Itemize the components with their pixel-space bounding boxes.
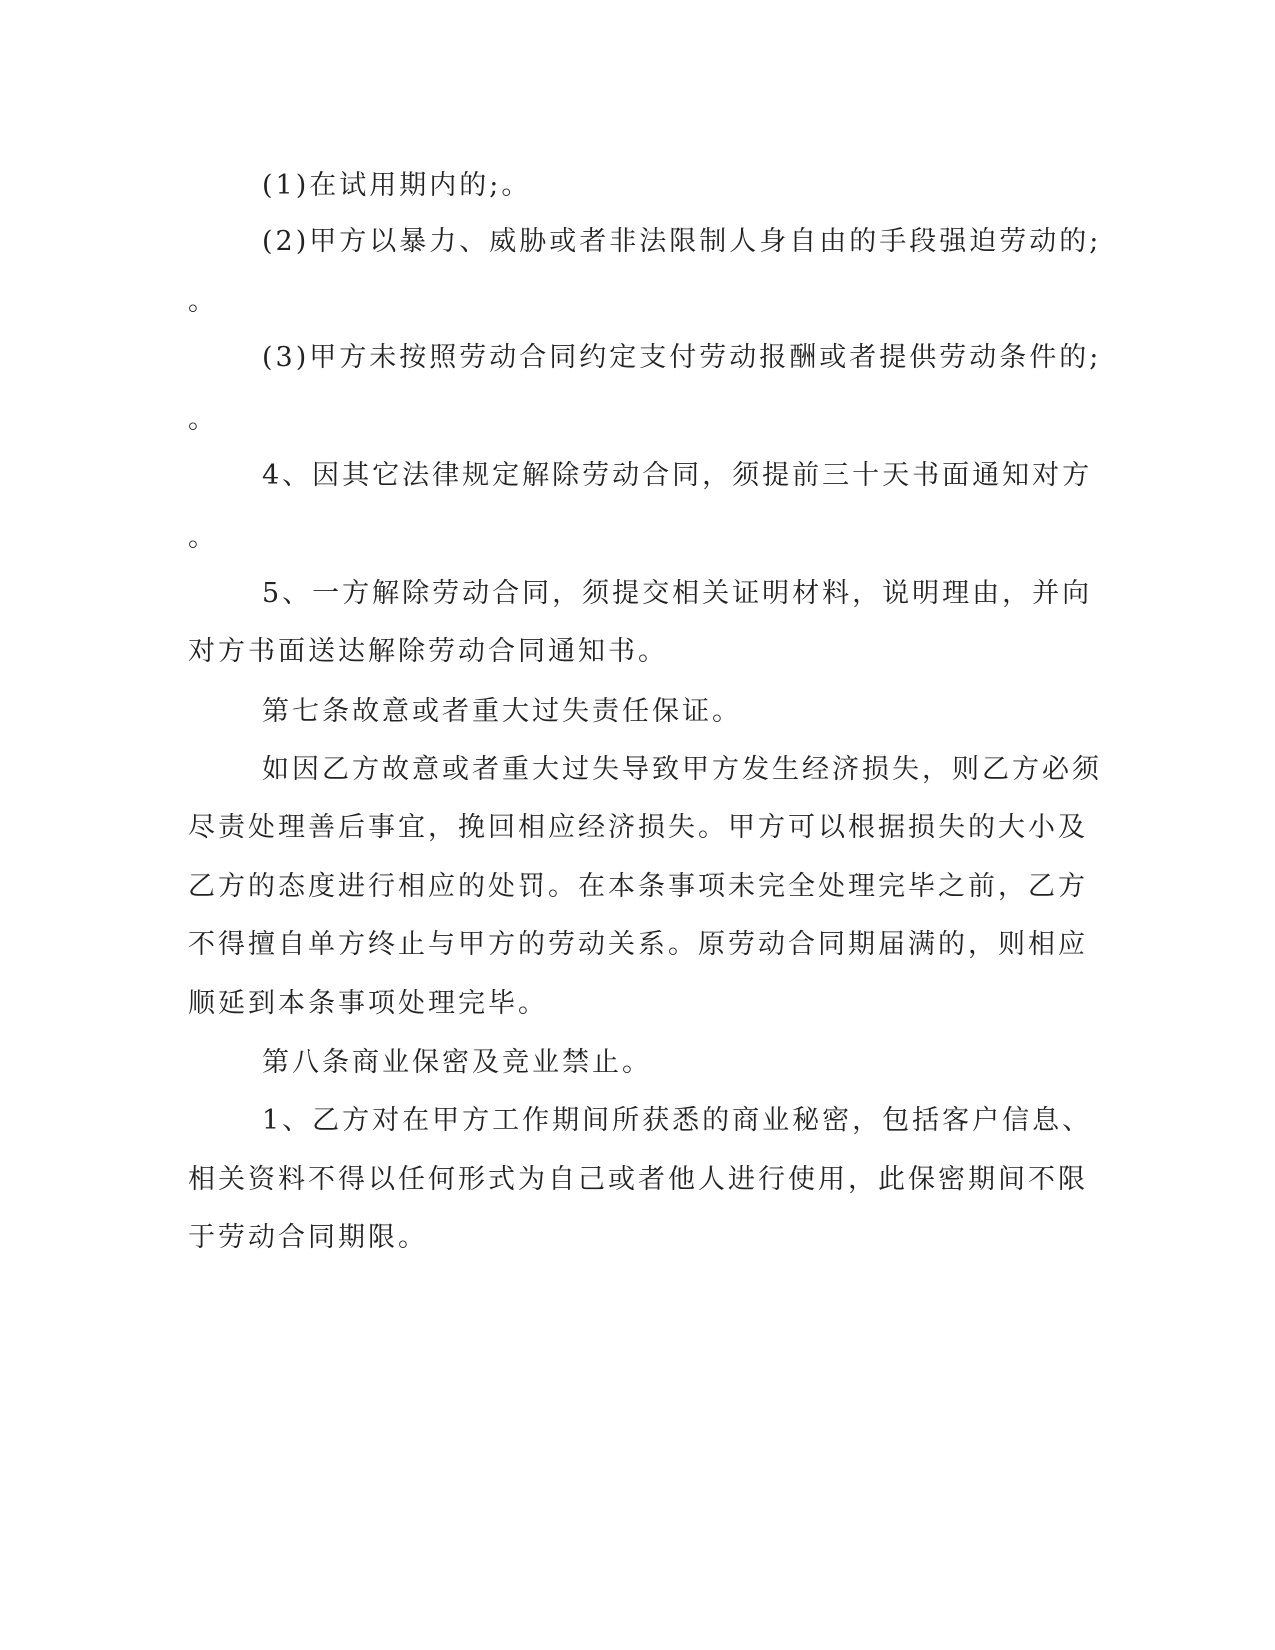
text-line-10: 第七条故意或者重大过失责任保证。: [262, 696, 742, 727]
text-line-4: (3)甲方未按照劳动合同约定支付劳动报酬或者提供劳动条件的;: [262, 342, 1102, 373]
text-line-1: (1)在试用期内的;。: [262, 170, 532, 201]
text-line-5: 。: [188, 404, 218, 435]
text-line-17: 1、乙方对在甲方工作期间所获悉的商业秘密，包括客户信息、: [262, 1105, 1093, 1136]
text-line-18: 相关资料不得以任何形式为自己或者他人进行使用，此保密期间不限: [188, 1164, 1088, 1195]
text-line-14: 不得擅自单方终止与甲方的劳动关系。原劳动合同期届满的，则相应: [188, 929, 1088, 960]
text-line-11: 如因乙方故意或者重大过失导致甲方发生经济损失，则乙方必须: [262, 754, 1102, 785]
text-line-3: 。: [188, 286, 218, 317]
text-line-6: 4、因其它法律规定解除劳动合同，须提前三十天书面通知对方: [262, 460, 1093, 491]
text-line-16: 第八条商业保密及竞业禁止。: [262, 1047, 652, 1078]
text-line-2: (2)甲方以暴力、威胁或者非法限制人身自由的手段强迫劳动的;: [262, 226, 1102, 257]
text-line-9: 对方书面送达解除劳动合同通知书。: [188, 636, 668, 667]
text-line-13: 乙方的态度进行相应的处罚。在本条事项未完全处理完毕之前，乙方: [188, 871, 1088, 902]
text-line-19: 于劳动合同期限。: [188, 1222, 428, 1253]
text-line-8: 5、一方解除劳动合同，须提交相关证明材料，说明理由，并向: [262, 578, 1093, 609]
text-line-12: 尽责处理善后事宜，挽回相应经济损失。甲方可以根据损失的大小及: [188, 812, 1088, 843]
text-line-7: 。: [188, 522, 218, 553]
text-line-15: 顺延到本条事项处理完毕。: [188, 988, 548, 1019]
